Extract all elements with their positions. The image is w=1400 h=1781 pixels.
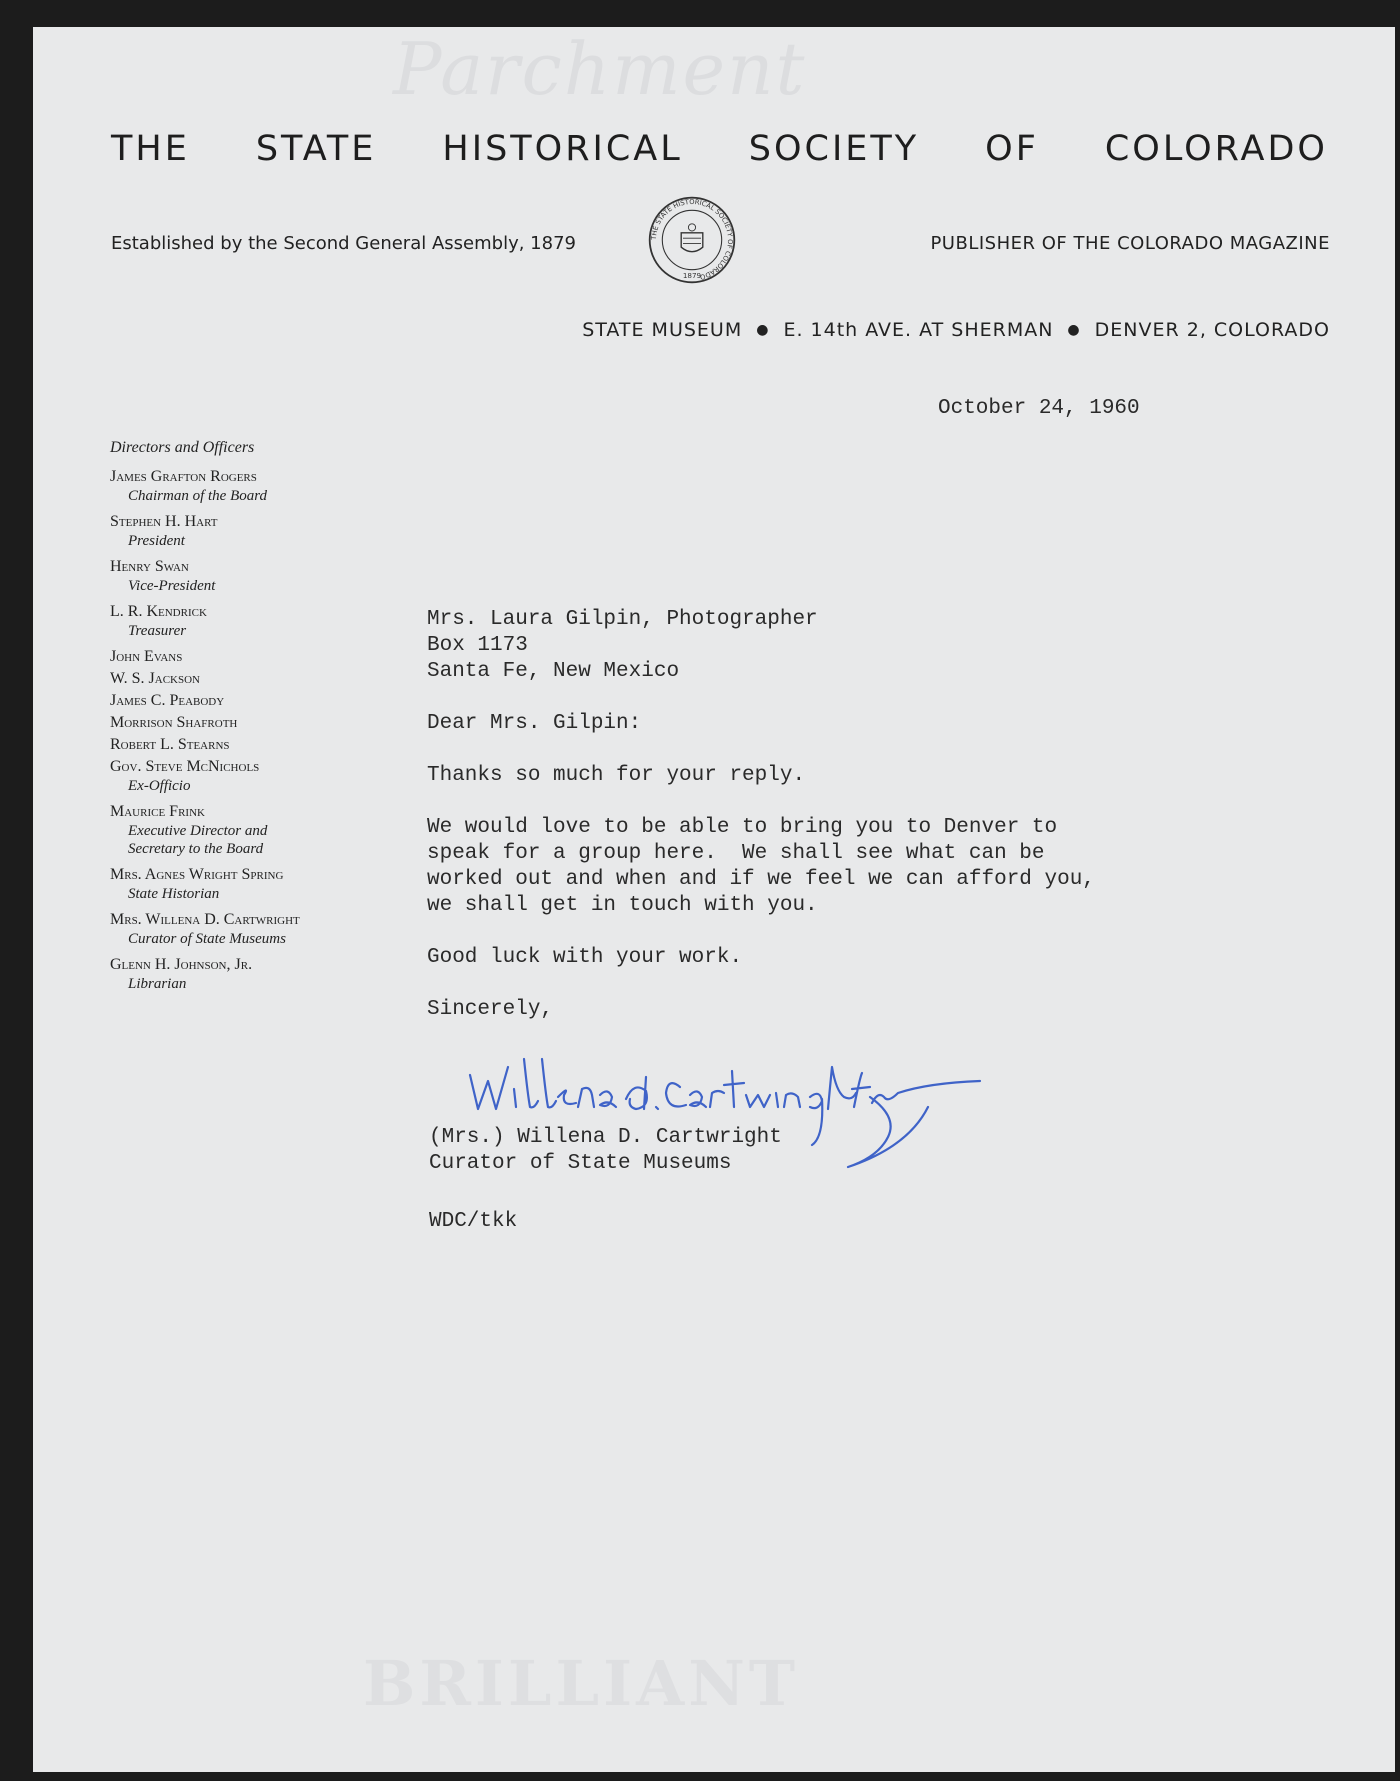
recipient-line: Box 1173: [427, 634, 528, 657]
director-name: James C. Peabody: [110, 692, 225, 709]
address-part: E. 14th AVE. AT SHERMAN: [783, 319, 1054, 341]
director-name: Stephen H. Hart: [110, 513, 218, 530]
director-role: State Historian: [128, 886, 220, 902]
director-role: Curator of State Museums: [128, 931, 286, 947]
watermark-top: Parchment: [393, 27, 807, 111]
director-entry: [110, 910, 300, 948]
director-entry: [110, 647, 300, 667]
title-word: OF: [985, 129, 1039, 169]
director-name: Glenn H. Johnson, Jr.: [110, 956, 253, 973]
bullet-icon: ●: [1067, 322, 1081, 338]
closing: Sincerely,: [427, 998, 554, 1021]
paragraph-line: We would love to be able to bring you to Denver to: [427, 816, 1058, 839]
recipient-line: Mrs. Laura Gilpin, Photographer: [427, 608, 818, 631]
publisher-line: PUBLISHER OF THE COLORADO MAGAZINE: [930, 233, 1330, 254]
director-entry: [110, 955, 300, 993]
director-name: L. R. Kendrick: [110, 603, 207, 620]
director-role: Treasurer: [128, 623, 187, 639]
directors-heading: Directors and Officers: [110, 439, 255, 456]
address-part: DENVER 2, COLORADO: [1094, 319, 1330, 341]
director-role: Chairman of the Board: [128, 488, 268, 504]
director-name: Mrs. Willena D. Cartwright: [110, 911, 300, 928]
paragraph-line: we shall get in touch with you.: [427, 894, 818, 917]
paragraph: Thanks so much for your reply.: [427, 764, 806, 787]
letter-page: [33, 27, 1395, 1772]
director-name: Gov. Steve McNichols: [110, 758, 260, 775]
director-entry: [110, 557, 300, 595]
director-entry: [110, 713, 300, 733]
director-name: John Evans: [110, 648, 183, 665]
director-entry: [110, 602, 300, 640]
signer-name: (Mrs.) Willena D. Cartwright: [429, 1126, 782, 1149]
director-role: Librarian: [128, 976, 187, 992]
director-role: Executive Director and: [128, 823, 268, 839]
reference-initials: WDC/tkk: [429, 1210, 518, 1233]
letter-date: October 24, 1960: [938, 397, 1140, 420]
signature-block: [429, 1125, 782, 1177]
title-word: HISTORICAL: [442, 129, 683, 169]
salutation: Dear Mrs. Gilpin:: [427, 712, 642, 735]
director-entry: [110, 467, 300, 505]
recipient-address: [427, 607, 1095, 685]
title-word: THE: [111, 129, 190, 169]
director-entry: [110, 757, 300, 795]
director-name: Morrison Shafroth: [110, 714, 238, 731]
watermark-bottom: BRILLIANT: [363, 1647, 800, 1720]
director-role: Ex-Officio: [128, 778, 191, 794]
director-entry: [110, 802, 300, 858]
director-role: Secretary to the Board: [128, 841, 264, 857]
title-word: STATE: [255, 129, 377, 169]
bullet-icon: ●: [756, 322, 770, 338]
director-name: W. S. Jackson: [110, 670, 200, 687]
title-word: COLORADO: [1104, 129, 1328, 169]
director-entry: [110, 735, 300, 755]
director-name: Robert L. Stearns: [110, 736, 230, 753]
address-line: [582, 319, 1330, 341]
paragraph-line: worked out and when and if we feel we can afford you,: [427, 868, 1095, 891]
director-entry: [110, 691, 300, 711]
paragraph: [427, 815, 1095, 919]
title-word: SOCIETY: [748, 129, 920, 169]
director-entry: [110, 669, 300, 689]
seal-ring-text: THE STATE HISTORICAL SOCIETY OF COLORADO: [649, 197, 735, 282]
signer-title: Curator of State Museums: [429, 1152, 732, 1175]
director-name: Mrs. Agnes Wright Spring: [110, 866, 284, 883]
directors-list: [110, 439, 300, 1000]
society-seal-icon: [647, 195, 737, 285]
established-line: Established by the Second General Assembly, 1879: [111, 233, 576, 254]
letter-body: [427, 607, 1095, 1023]
director-name: Henry Swan: [110, 558, 189, 575]
seal-year: 1879: [682, 270, 702, 280]
director-entry: [110, 512, 300, 550]
director-entry: [110, 865, 300, 903]
director-name: Maurice Frink: [110, 803, 205, 820]
address-part: STATE MUSEUM: [582, 319, 743, 341]
director-name: James Grafton Rogers: [110, 468, 257, 485]
director-role: Vice-President: [128, 578, 216, 594]
letterhead-title: [111, 129, 1328, 169]
recipient-line: Santa Fe, New Mexico: [427, 660, 680, 683]
paragraph: Good luck with your work.: [427, 946, 743, 969]
director-role: President: [128, 533, 185, 549]
paragraph-line: speak for a group here. We shall see what can be: [427, 842, 1045, 865]
